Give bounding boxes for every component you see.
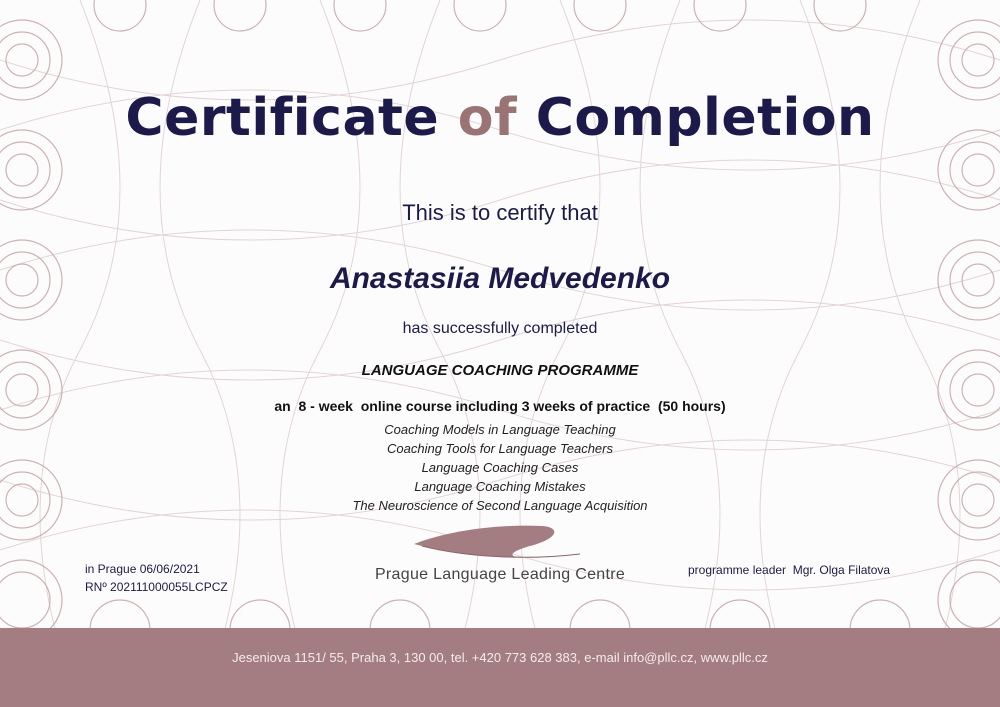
title-of: of — [457, 88, 518, 148]
title-completion: Completion — [535, 88, 875, 148]
programme-name: LANGUAGE COACHING PROGRAMME — [361, 362, 639, 379]
title-certificate: Certificate — [125, 88, 440, 148]
footer-contact: Jeseniova 1151/ 55, Praha 3, 130 00, tel. +420 773 628 383, e-mail info@pllc.cz, www.pllc.cz — [232, 650, 768, 665]
module-list — [0, 420, 1000, 515]
programme-leader: programme leader Mgr. Olga Filatova — [688, 563, 891, 577]
certificate-title — [0, 88, 1000, 148]
module-item: Language Coaching Mistakes — [414, 479, 586, 494]
footer-band — [0, 628, 1000, 707]
pllc-logo-swoosh-icon — [410, 520, 590, 565]
certificate-number: RNº 202111000055LCPCZ — [85, 580, 228, 594]
place-date: in Prague 06/06/2021 — [85, 562, 200, 576]
recipient-name: Anastasiia Medvedenko — [329, 262, 671, 295]
module-item: Language Coaching Cases — [421, 460, 579, 475]
module-item: Coaching Tools for Language Teachers — [387, 441, 613, 456]
module-item: The Neuroscience of Second Language Acquisition — [352, 498, 648, 513]
course-description: an 8 - week online course including 3 weeks of practice (50 hours) — [274, 398, 726, 414]
completed-line: has successfully completed — [402, 320, 598, 337]
organization-name: Prague Language Leading Centre — [374, 566, 626, 583]
module-item: Coaching Models in Language Teaching — [384, 422, 616, 437]
certify-line: This is to certify that — [402, 200, 598, 225]
